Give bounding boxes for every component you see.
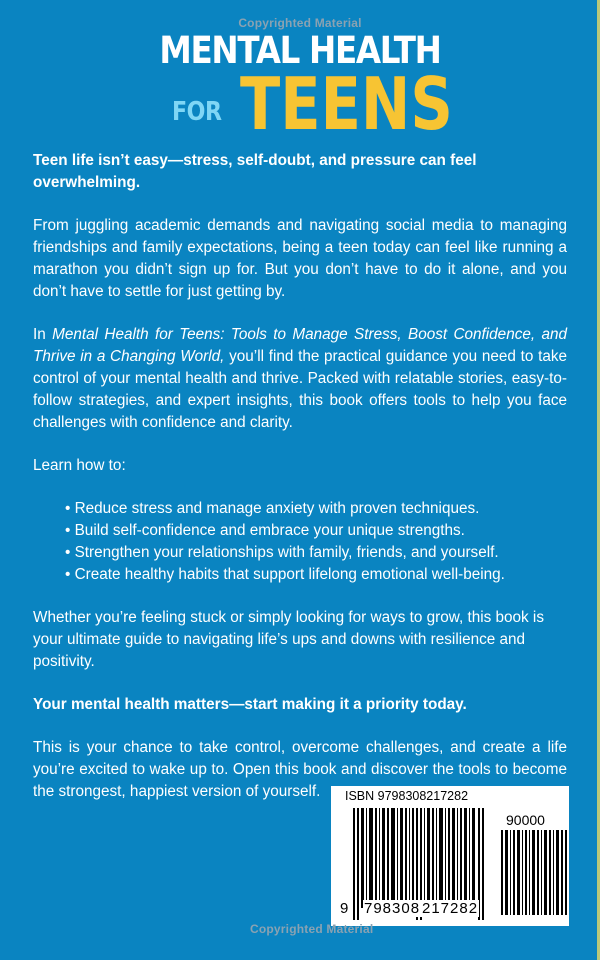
title-teens: TEENS [240, 62, 453, 146]
paragraph-closing: This is your chance to take control, overcome challenges, and create a life you’re excited to wake up to. Open this book and discover the tools to become the strongest, happiest version of yourself. [33, 739, 567, 800]
list-item: • Reduce stress and manage anxiety with proven techniques. [65, 498, 567, 520]
learn-list [33, 498, 567, 586]
watermark-bottom: Copyrighted Material [250, 922, 374, 936]
isbn-label: ISBN 9798308217282 [345, 789, 469, 803]
price-addon-number: 90000 [506, 812, 545, 828]
title-for: FOR [172, 97, 222, 127]
list-item: • Create healthy habits that support lifelong emotional well-being. [65, 564, 567, 586]
barcode-digits-left: 798308 [364, 900, 421, 917]
paragraph-intro: From juggling academic demands and navigating social media to managing friendships and family expectations, being a teen today can feel like running a marathon you didn’t sign up for. But you don’t have to do it alone, and you don’t have to settle for just getting by. [33, 217, 567, 300]
in-prefix: In [33, 326, 53, 343]
paragraph-book-description [33, 324, 567, 434]
title-mental-health: MENTAL HEALTH [159, 29, 441, 72]
book-full-title: Mental Health for Teens: Tools to Manage Stress, Boost Confidence, and Thrive in a Changing World, [33, 326, 567, 365]
watermark-top: Copyrighted Material [238, 16, 362, 30]
list-item: • Strengthen your relationships with family, friends, and yourself. [65, 542, 567, 564]
paragraph-guide: Whether you’re feeling stuck or simply looking for ways to grow, this book is your ultimate guide to navigating life’s ups and downs with resilience and positivity. [33, 609, 544, 670]
addon-barcode-icon [501, 830, 567, 915]
emphasis-sentence: Your mental health matters—start making it a priority today. [33, 696, 467, 713]
list-item: • Build self-confidence and embrace your unique strengths. [65, 520, 567, 542]
barcode-digit-first: 9 [340, 900, 349, 917]
isbn-barcode [331, 786, 569, 926]
barcode-digits-right: 217282 [422, 900, 479, 917]
back-cover-blurb [33, 150, 567, 824]
description-rest: you’ll find the practical guidance you need to take control of your mental health and thrive. Packed with relatable stories, easy-to-follow strategies, and expert insights, this book offers tools to help you face challenges with confidence and clarity. [33, 348, 567, 431]
lead-sentence: Teen life isn’t easy—stress, self-doubt, and pressure can feel overwhelming. [33, 152, 477, 191]
learn-heading: Learn how to: [33, 457, 126, 474]
